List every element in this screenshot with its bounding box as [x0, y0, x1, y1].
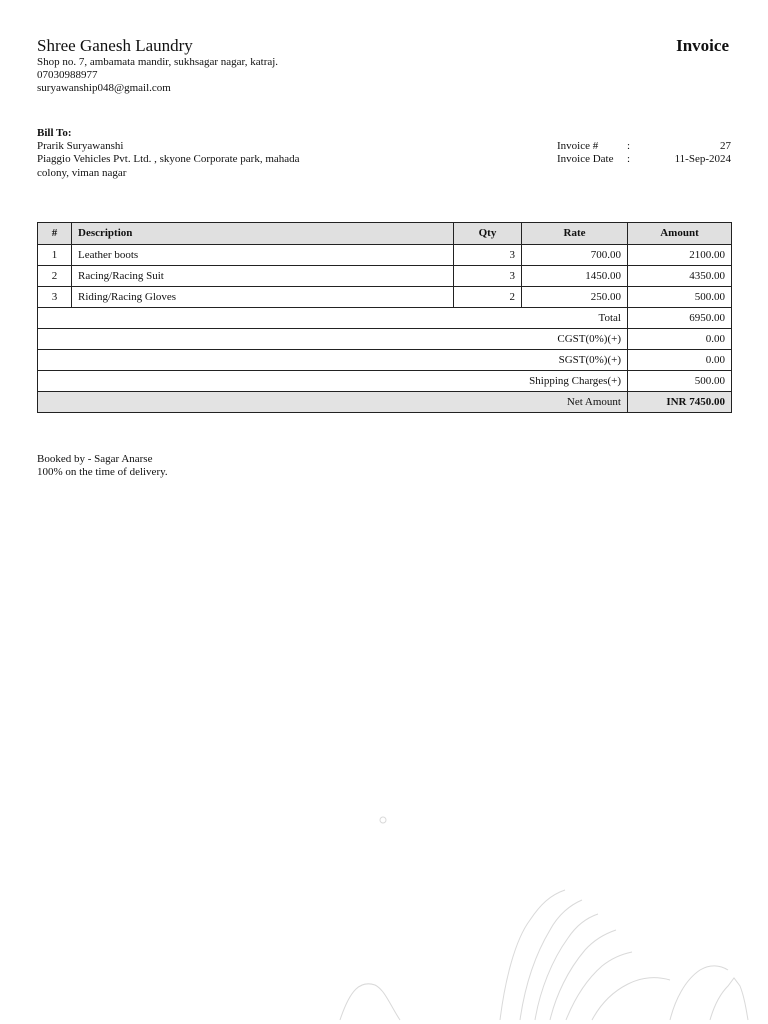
invoice-date-value: 11-Sep-2024 [674, 153, 731, 165]
invoice-number-value: 27 [720, 140, 731, 152]
net-amount-value: INR 7450.00 [628, 392, 732, 413]
delivery-payment-note: 100% on the time of delivery. [37, 466, 168, 478]
row-num: 3 [38, 287, 72, 308]
invoice-date-label: Invoice Date [557, 153, 614, 165]
bill-to-name: Prarik Suryawanshi [37, 140, 124, 152]
row-description: Riding/Racing Gloves [72, 287, 454, 308]
row-qty: 3 [454, 245, 522, 266]
booked-by-note: Booked by - Sagar Anarse [37, 453, 153, 465]
row-num: 1 [38, 245, 72, 266]
row-rate: 250.00 [522, 287, 628, 308]
watermark-graphic [330, 810, 768, 1024]
row-rate: 1450.00 [522, 266, 628, 287]
row-description: Leather boots [72, 245, 454, 266]
row-rate: 700.00 [522, 245, 628, 266]
bill-to-address: Piaggio Vehicles Pvt. Ltd. , skyone Corporate park, mahada colony, viman nagar [37, 153, 300, 179]
row-qty: 2 [454, 287, 522, 308]
company-address: Shop no. 7, ambamata mandir, sukhsagar nagar, katraj. [37, 56, 279, 68]
summary-label: CGST(0%)(+) [38, 329, 628, 350]
row-amount: 2100.00 [628, 245, 732, 266]
summary-row-shipping [38, 371, 732, 392]
header-qty: Qty [454, 223, 522, 245]
table-header-row [38, 223, 732, 245]
table-row [38, 245, 732, 266]
row-qty: 3 [454, 266, 522, 287]
summary-value: 500.00 [628, 371, 732, 392]
bill-to-heading: Bill To: [37, 127, 72, 139]
items-table [37, 222, 732, 413]
summary-value: 0.00 [628, 329, 732, 350]
company-email: suryawanship048@gmail.com [37, 82, 171, 94]
document-title: Invoice [676, 36, 729, 55]
table-row [38, 287, 732, 308]
header-description: Description [72, 223, 454, 245]
row-amount: 500.00 [628, 287, 732, 308]
summary-label: Shipping Charges(+) [38, 371, 628, 392]
summary-row-cgst [38, 329, 732, 350]
table-row [38, 266, 732, 287]
summary-value: 6950.00 [628, 308, 732, 329]
summary-value: 0.00 [628, 350, 732, 371]
header-num: # [38, 223, 72, 245]
row-amount: 4350.00 [628, 266, 732, 287]
row-num: 2 [38, 266, 72, 287]
net-amount-label: Net Amount [38, 392, 628, 413]
header-rate: Rate [522, 223, 628, 245]
row-description: Racing/Racing Suit [72, 266, 454, 287]
invoice-number-separator: : [627, 140, 631, 152]
summary-label: Total [38, 308, 628, 329]
summary-label: SGST(0%)(+) [38, 350, 628, 371]
summary-row-sgst [38, 350, 732, 371]
company-name: Shree Ganesh Laundry [37, 36, 193, 55]
company-phone: 07030988977 [37, 69, 98, 81]
net-amount-row [38, 392, 732, 413]
invoice-number-label: Invoice # [557, 140, 599, 152]
header-amount: Amount [628, 223, 732, 245]
summary-row-total [38, 308, 732, 329]
invoice-date-separator: : [627, 153, 631, 165]
